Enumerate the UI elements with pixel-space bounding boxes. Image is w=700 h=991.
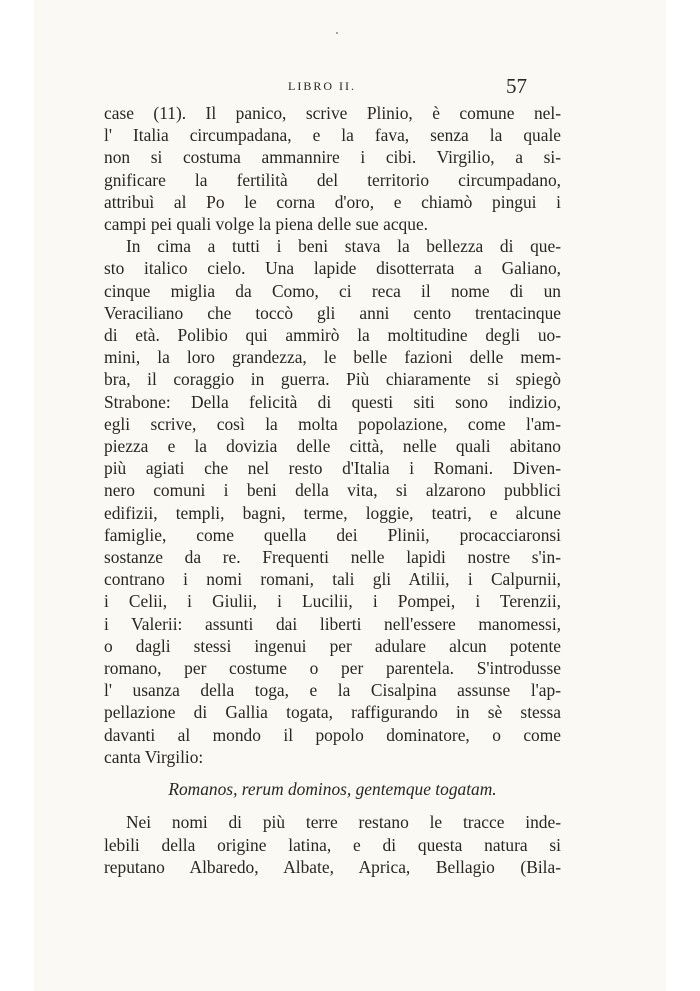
text-line: gnificare la fertilità del territorio circumpadano,	[104, 169, 561, 190]
printing-speck	[336, 32, 338, 34]
text-line: Veraciliano che toccò gli anni cento trentacinque	[104, 302, 561, 323]
book-page	[34, 0, 666, 991]
text-line: mini, la loro grandezza, le belle fazioni delle mem-	[104, 347, 561, 368]
text-line: di età. Polibio qui ammirò la moltitudine degli uo-	[104, 325, 561, 346]
text-line: contrano i nomi romani, tali gli Atilii, i Calpurnii,	[104, 569, 561, 590]
text-line: case (11). Il panico, scrive Plinio, è comune nel-	[104, 103, 561, 123]
text-line: In cima a tutti i beni stava la bellezza di que-	[126, 236, 561, 257]
text-line: sostanze da re. Frequenti nelle lapidi nostre s'in-	[104, 547, 561, 568]
text-line: egli scrive, così la molta popolazione, come l'am-	[104, 413, 561, 434]
text-line: bra, il coraggio in guerra. Più chiaramente si spiegò	[104, 369, 561, 390]
paragraph	[104, 811, 561, 878]
text-line: reputano Albaredo, Albate, Aprica, Bellagio (Bila-	[104, 856, 561, 877]
running-head: LIBRO II.	[288, 79, 356, 93]
text-line: nero comuni i beni della vita, si alzarono pubblici	[104, 480, 561, 501]
text-line: davanti al mondo il popolo dominatore, o come	[104, 724, 561, 745]
text-line: più agiati che nel resto d'Italia i Romani. Diven-	[104, 458, 561, 479]
text-line: attribuì al Po le corna d'oro, e chiamò pingui i	[104, 191, 561, 212]
latin-quotation: Romanos, rerum dominos, gentemque togatam.	[168, 779, 497, 800]
paragraph	[104, 235, 561, 768]
text-line: canta Virgilio:	[104, 746, 204, 767]
text-line: l' Italia circumpadana, e la fava, senza la quale	[104, 125, 561, 146]
body-text	[104, 102, 561, 878]
paragraph	[104, 102, 561, 235]
text-line: cinque miglia da Como, ci reca il nome di un	[104, 280, 561, 301]
text-line: i Celii, i Giulii, i Lucilii, i Pompei, i Terenzii,	[104, 591, 561, 612]
text-line: piezza e la dovizia delle città, nelle quali abitano	[104, 436, 561, 457]
text-line: non si costuma ammannire i cibi. Virgilio, a si-	[104, 147, 561, 168]
text-line: lebili della origine latina, e di questa natura si	[104, 834, 561, 855]
text-line: i Valerii: assunti dai liberti nell'essere manomessi,	[104, 613, 561, 634]
text-line: o dagli stessi ingenui per adulare alcun potente	[104, 635, 561, 656]
text-line: edifizii, templi, bagni, terme, loggie, teatri, e alcune	[104, 502, 561, 523]
text-line: romano, per costume o per parentela. S'introdusse	[104, 658, 561, 679]
text-line: pellazione di Gallia togata, raffigurando in sè stessa	[104, 702, 561, 723]
text-line: l' usanza della toga, e la Cisalpina assunse l'ap-	[104, 680, 561, 701]
text-line: Strabone: Della felicità di questi siti sono indizio,	[104, 391, 561, 412]
text-line: sto italico cielo. Una lapide disotterrata a Galiano,	[104, 258, 561, 279]
page-number: 57	[506, 74, 527, 98]
page-header	[34, 74, 666, 104]
text-line: campi pei quali volge la piena delle sue acque.	[104, 214, 429, 235]
text-line: famiglie, come quella dei Plinii, procacciaronsi	[104, 524, 561, 545]
text-line: Nei nomi di più terre restano le tracce inde-	[126, 812, 561, 833]
